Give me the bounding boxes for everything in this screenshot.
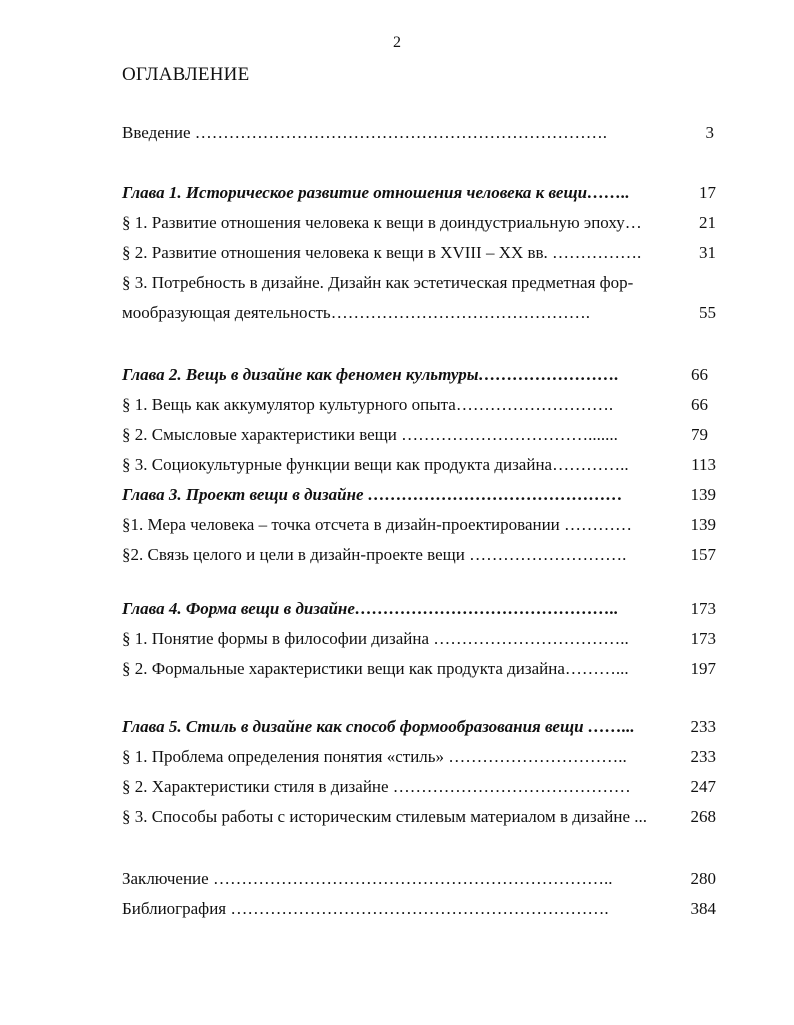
toc-entry-section: [122, 776, 716, 798]
entry-page: 173: [690, 629, 716, 648]
entry-page: 197: [690, 659, 716, 678]
toc-entry-conclusion: [122, 868, 716, 890]
entry-text: § 2. Характеристики стиля в дизайне ……………………………………: [122, 777, 631, 796]
entry-text: Глава 1. Историческое развитие отношения человека к вещи……..: [122, 183, 630, 202]
entry-page: 113: [691, 455, 716, 474]
toc-title: ОГЛАВЛЕНИЕ: [122, 64, 250, 85]
entry-text: Введение ……………………………………………………………….: [122, 123, 608, 142]
entry-page: 384: [690, 899, 716, 918]
entry-page: 157: [690, 545, 716, 564]
toc-entry-section: [122, 212, 716, 234]
entry-text: § 1. Вещь как аккумулятор культурного опыта……………………….: [122, 395, 614, 414]
toc-entry-chapter-3: [122, 484, 716, 506]
toc-entry-bibliography: [122, 898, 716, 920]
entry-page: 17: [699, 183, 716, 202]
entry-page: 280: [690, 869, 716, 888]
entry-text: Заключение ……………………………………………………………..: [122, 869, 613, 888]
toc-entry-section: [122, 544, 716, 566]
entry-text: §1. Мера человека – точка отсчета в дизайн-проектировании …………: [122, 515, 633, 534]
entry-page: 21: [699, 213, 716, 232]
entry-page: 139: [690, 515, 716, 534]
page-number: 2: [393, 34, 401, 51]
entry-page: 79: [691, 425, 708, 444]
entry-page: 139: [690, 485, 716, 504]
entry-text: § 3. Потребность в дизайне. Дизайн как эстетическая предметная фор-: [122, 273, 634, 292]
entry-text: § 1. Проблема определения понятия «стиль» …………………………..: [122, 747, 627, 766]
entry-page: 66: [691, 365, 708, 384]
entry-page: 233: [690, 717, 716, 736]
entry-page: 55: [699, 303, 716, 322]
toc-entry-section: [122, 454, 716, 476]
entry-text: §2. Связь целого и цели в дизайн-проекте вещи ……………………….: [122, 545, 627, 564]
entry-page: 66: [691, 395, 708, 414]
entry-page: 173: [690, 599, 716, 618]
entry-page: 268: [690, 807, 716, 826]
toc-entry-section: [122, 272, 716, 294]
entry-text: § 2. Развитие отношения человека к вещи в XVIII – XX вв. …………….: [122, 243, 642, 262]
entry-text: § 2. Смысловые характеристики вещи …………………………….......: [122, 425, 618, 444]
entry-page: 233: [690, 747, 716, 766]
toc-entry-section: [122, 242, 716, 264]
toc-entry-section: [122, 658, 716, 680]
entry-text: § 3. Социокультурные функции вещи как продукта дизайна…………..: [122, 455, 629, 474]
toc-entry-section-continuation: [122, 302, 716, 324]
entry-page: 3: [705, 123, 714, 142]
toc-entry-section: [122, 394, 708, 416]
toc-entry-chapter-5: [122, 716, 716, 738]
toc-entry-chapter-2: [122, 364, 708, 386]
entry-text: § 2. Формальные характеристики вещи как продукта дизайна………...: [122, 659, 629, 678]
entry-text: Глава 4. Форма вещи в дизайне………………………………………..: [122, 599, 619, 618]
entry-text: мообразующая деятельность……………………………………….: [122, 303, 590, 322]
toc-entry-section: [122, 628, 716, 650]
toc-entry-intro: [122, 122, 714, 144]
toc-entry-section: [122, 746, 716, 768]
toc-entry-section: [122, 514, 716, 536]
toc-entry-chapter-1: [122, 182, 716, 204]
entry-text: Глава 5. Стиль в дизайне как способ формообразования вещи ……...: [122, 717, 635, 736]
entry-text: § 3. Способы работы с историческим стилевым материалом в дизайне ...: [122, 807, 647, 826]
toc-entry-section: [122, 424, 708, 446]
entry-page: 31: [699, 243, 716, 262]
toc-entry-chapter-4: [122, 598, 716, 620]
entry-text: Глава 2. Вещь в дизайне как феномен культуры…………………….: [122, 365, 619, 384]
entry-text: Библиография ………………………………………………………….: [122, 899, 609, 918]
entry-text: § 1. Понятие формы в философии дизайна ……………………………..: [122, 629, 629, 648]
entry-text: § 1. Развитие отношения человека к вещи в доиндустриальную эпоху…: [122, 213, 642, 232]
toc-entry-section: [122, 806, 716, 828]
entry-page: 247: [690, 777, 716, 796]
entry-text: Глава 3. Проект вещи в дизайне ………………………………………: [122, 485, 623, 504]
